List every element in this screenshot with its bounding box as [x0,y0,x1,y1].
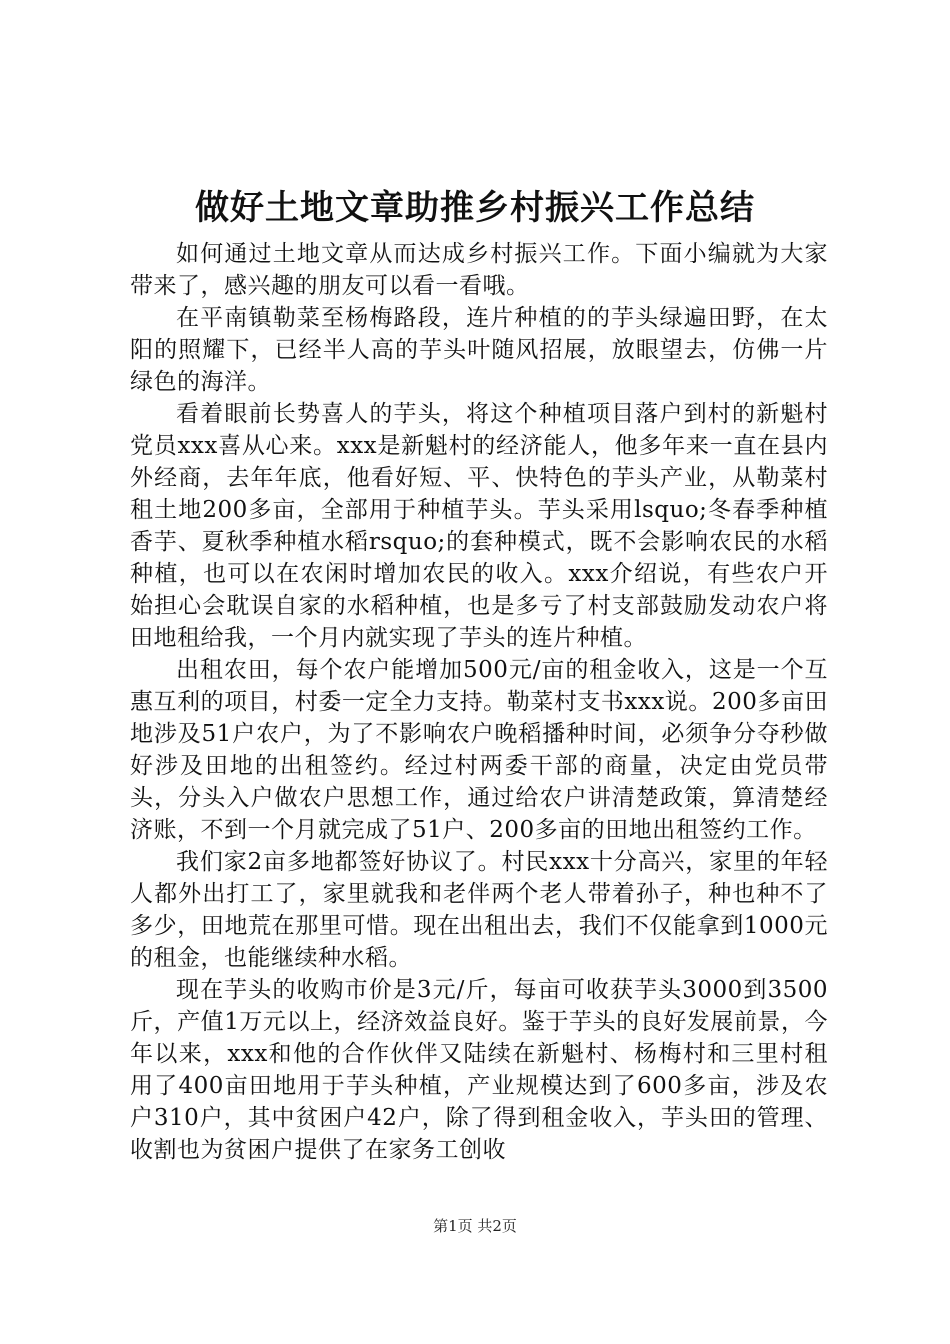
paragraph-2: 在平南镇勒菜至杨梅路段，连片种植的的芋头绿遍田野，在太阳的照耀下，已经半人高的芋头叶随风招展，放眼望去，仿佛一片绿色的海洋。 [130,305,828,395]
page-footer: 第1页 共2页 [433,1217,517,1235]
paragraph-1: 如何通过土地文章从而达成乡村振兴工作。下面小编就为大家带来了，感兴趣的朋友可以看一看哦。 [130,241,828,299]
paragraph-3: 看着眼前长势喜人的芋头，将这个种植项目落户到村的新魁村党员xxx喜从心来。xxx是新魁村的经济能人，他多年来一直在县内外经商，去年年底，他看好短、平、快特色的芋头产业，从勒菜村租土地200多亩，全部用于种植芋头。芋头采用lsquo;冬春季种植香芋、夏秋季种植水稻rsquo;的套种模式，既不会影响农民的水稻种植，也可以在农闲时增加农民的收入。xxx介绍说，有些农户开始担心会耽误自家的水稻种植，也是多亏了村支部鼓励发动农户将田地租给我，一个月内就实现了芋头的连片种植。 [130,401,828,651]
paragraph-6: 现在芋头的收购市价是3元/斤，每亩可收获芋头3000到3500斤，产值1万元以上，经济效益良好。鉴于芋头的良好发展前景，今年以来，xxx和他的合作伙伴又陆续在新魁村、杨梅村和三里村租用了400亩田地用于芋头种植，产业规模达到了600多亩，涉及农户310户，其中贫困户42户，除了得到租金收入，芋头田的管理、收割也为贫困户提供了在家务工创收 [130,977,828,1163]
paragraph-4: 出租农田，每个农户能增加500元/亩的租金收入，这是一个互惠互利的项目，村委一定全力支持。勒菜村支书xxx说。200多亩田地涉及51户农户，为了不影响农户晚稻播种时间，必须争分夺秒做好涉及田地的出租签约。经过村两委干部的商量，决定由党员带头，分头入户做农户思想工作，通过给农户讲清楚政策，算清楚经济账，不到一个月就完成了51户、200多亩的田地出租签约工作。 [130,657,828,843]
document-body [130,238,828,1166]
document-title: 做好土地文章助推乡村振兴工作总结 [195,188,755,228]
paragraph-5: 我们家2亩多地都签好协议了。村民xxx十分高兴，家里的年轻人都外出打工了，家里就我和老伴两个老人带着孙子，种也种不了多少，田地荒在那里可惜。现在出租出去，我们不仅能拿到1000元的租金，也能继续种水稻。 [130,849,828,971]
